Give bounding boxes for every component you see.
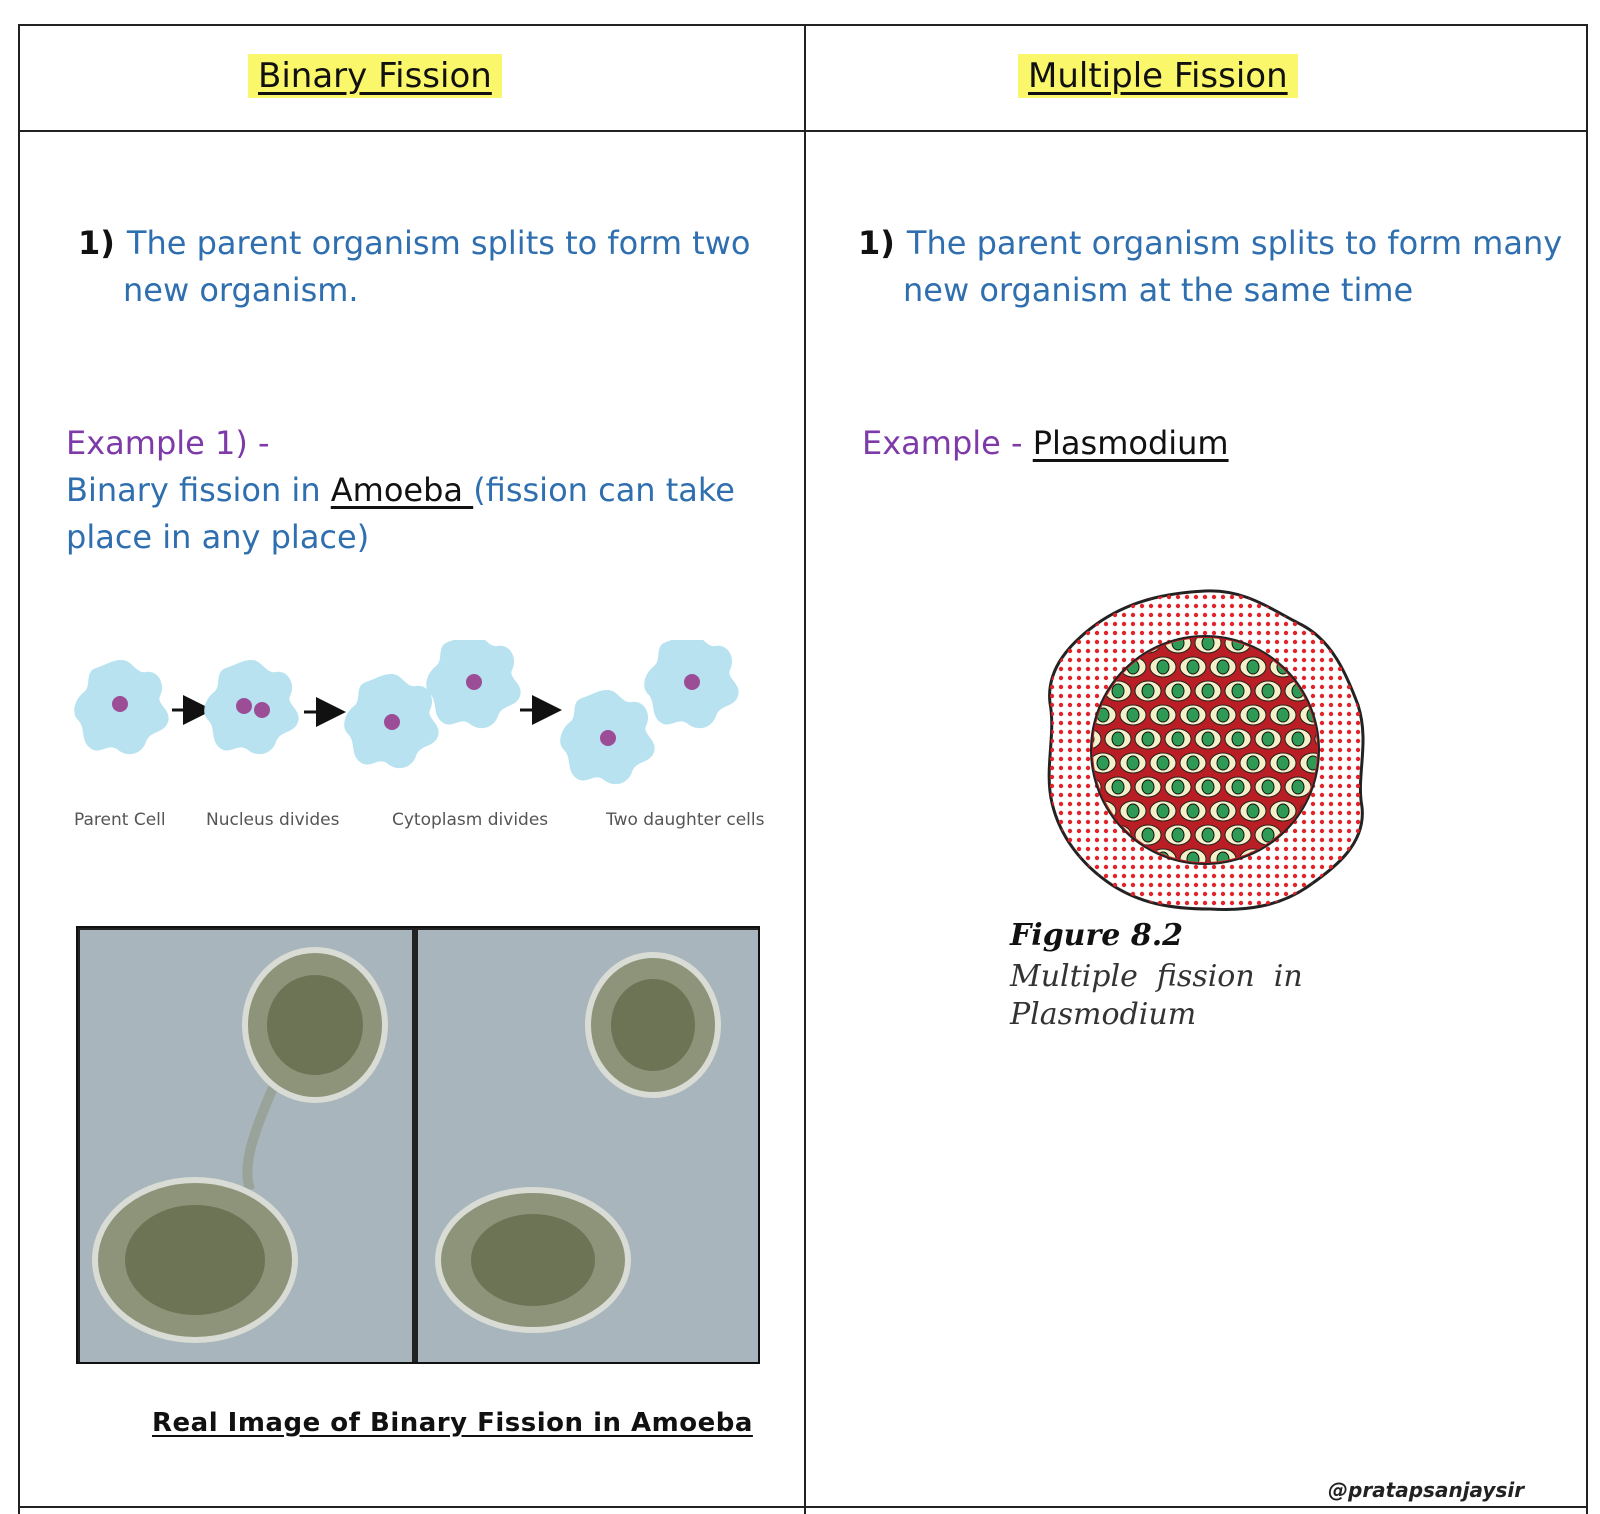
header-divider — [18, 130, 1588, 132]
merozoite-nucleus — [1142, 828, 1154, 842]
merozoite-nucleus — [1247, 660, 1259, 674]
multiple-point-1 — [858, 220, 1578, 314]
merozoite-nucleus — [1142, 684, 1154, 698]
example-label: Example 1) - — [66, 424, 270, 462]
merozoite-nucleus — [1187, 804, 1199, 818]
example-label: Example - — [862, 424, 1033, 462]
amoeba-fission-diagram — [62, 640, 782, 840]
figure-caption: Multiple fission in Plasmodium — [1010, 959, 1303, 1032]
point-text-line1: The parent organism splits to form two — [126, 224, 751, 262]
merozoite-nucleus — [1112, 780, 1124, 794]
merozoite-nucleus — [1232, 780, 1244, 794]
nucleus-divides-cell — [204, 660, 298, 754]
merozoite-nucleus — [1142, 732, 1154, 746]
merozoite-nucleus — [1142, 780, 1154, 794]
merozoite-nucleus — [1292, 732, 1304, 746]
cytoplasm-divides-cell-1 — [344, 674, 438, 768]
merozoite-nucleus — [1187, 660, 1199, 674]
merozoite-nucleus — [1247, 804, 1259, 818]
binary-example — [66, 420, 786, 561]
merozoite-nucleus — [1262, 684, 1274, 698]
merozoite-nucleus — [1202, 684, 1214, 698]
point-text-line2: new organism. — [123, 271, 359, 309]
figure-title: Figure 8.2 — [1010, 918, 1184, 953]
merozoite-nucleus — [1232, 828, 1244, 842]
merozoite-nucleus — [1127, 708, 1139, 722]
merozoite-nucleus — [1157, 756, 1169, 770]
amoeba-microscope-photo — [76, 926, 760, 1364]
point-text-line2: new organism at the same time — [903, 271, 1414, 309]
point-number: 1) — [858, 224, 895, 262]
merozoite-nucleus — [1217, 660, 1229, 674]
merozoite-nucleus — [1157, 804, 1169, 818]
merozoite-nucleus — [1202, 780, 1214, 794]
header-multiple-fission: Multiple Fission — [1018, 56, 1298, 96]
merozoite-nucleus — [1247, 756, 1259, 770]
column-divider — [804, 24, 806, 1514]
daughter-cell-2 — [644, 640, 738, 728]
watermark: @pratapsanjaysir — [1328, 1478, 1525, 1502]
merozoite-nucleus — [1277, 756, 1289, 770]
organism-amoeba: Amoeba — [330, 471, 474, 509]
example-line-2: place in any place) — [66, 518, 370, 556]
merozoite-nucleus — [1172, 780, 1184, 794]
merozoite-nucleus — [1247, 708, 1259, 722]
merozoite-nucleus — [1277, 708, 1289, 722]
table-bottom-border — [18, 1506, 1588, 1508]
binary-point-1 — [78, 220, 778, 314]
parent-cell — [74, 660, 168, 754]
merozoite-nucleus — [1217, 804, 1229, 818]
merozoite-nucleus — [1292, 780, 1304, 794]
example-line: Binary fission in Amoeba (fission can take — [66, 471, 735, 509]
point-number: 1) — [78, 224, 115, 262]
plasmodium-svg — [1040, 585, 1370, 915]
label-nucleus-divides: Nucleus divides — [206, 810, 340, 830]
merozoite-nucleus — [1187, 708, 1199, 722]
merozoite-nucleus — [1262, 732, 1274, 746]
amoeba-diagram-svg — [62, 640, 782, 810]
plasmodium-figure — [1040, 585, 1370, 915]
header-binary-fission: Binary Fission — [248, 56, 502, 96]
merozoite-nucleus — [1202, 732, 1214, 746]
merozoite-nucleus — [1097, 756, 1109, 770]
multiple-example — [862, 420, 1229, 467]
daughter-cell-1 — [560, 690, 654, 784]
merozoite-nucleus — [1172, 732, 1184, 746]
merozoite-nucleus — [1127, 804, 1139, 818]
merozoite-nucleus — [1157, 708, 1169, 722]
merozoite-nucleus — [1217, 708, 1229, 722]
merozoite-nucleus — [1172, 684, 1184, 698]
photo-caption: Real Image of Binary Fission in Amoeba — [152, 1408, 753, 1438]
organism-plasmodium: Plasmodium — [1032, 424, 1229, 462]
cytoplasm-divides-cell-2 — [426, 640, 520, 728]
merozoite-nucleus — [1112, 732, 1124, 746]
merozoite-nucleus — [1157, 660, 1169, 674]
merozoite-nucleus — [1202, 828, 1214, 842]
label-parent-cell: Parent Cell — [74, 810, 166, 830]
merozoite-nucleus — [1217, 756, 1229, 770]
photo-pane-right — [418, 930, 758, 1362]
merozoite-nucleus — [1112, 684, 1124, 698]
photo-pane-left — [80, 930, 412, 1362]
merozoite-nucleus — [1127, 756, 1139, 770]
merozoite-nucleus — [1232, 732, 1244, 746]
merozoite-nucleus — [1187, 756, 1199, 770]
label-two-daughter-cells: Two daughter cells — [606, 810, 765, 830]
point-text-line1: The parent organism splits to form many — [906, 224, 1563, 262]
merozoite-nucleus — [1172, 828, 1184, 842]
label-cytoplasm-divides: Cytoplasm divides — [392, 810, 549, 830]
merozoite-nucleus — [1262, 780, 1274, 794]
merozoite-nucleus — [1277, 804, 1289, 818]
merozoite-nucleus — [1232, 684, 1244, 698]
